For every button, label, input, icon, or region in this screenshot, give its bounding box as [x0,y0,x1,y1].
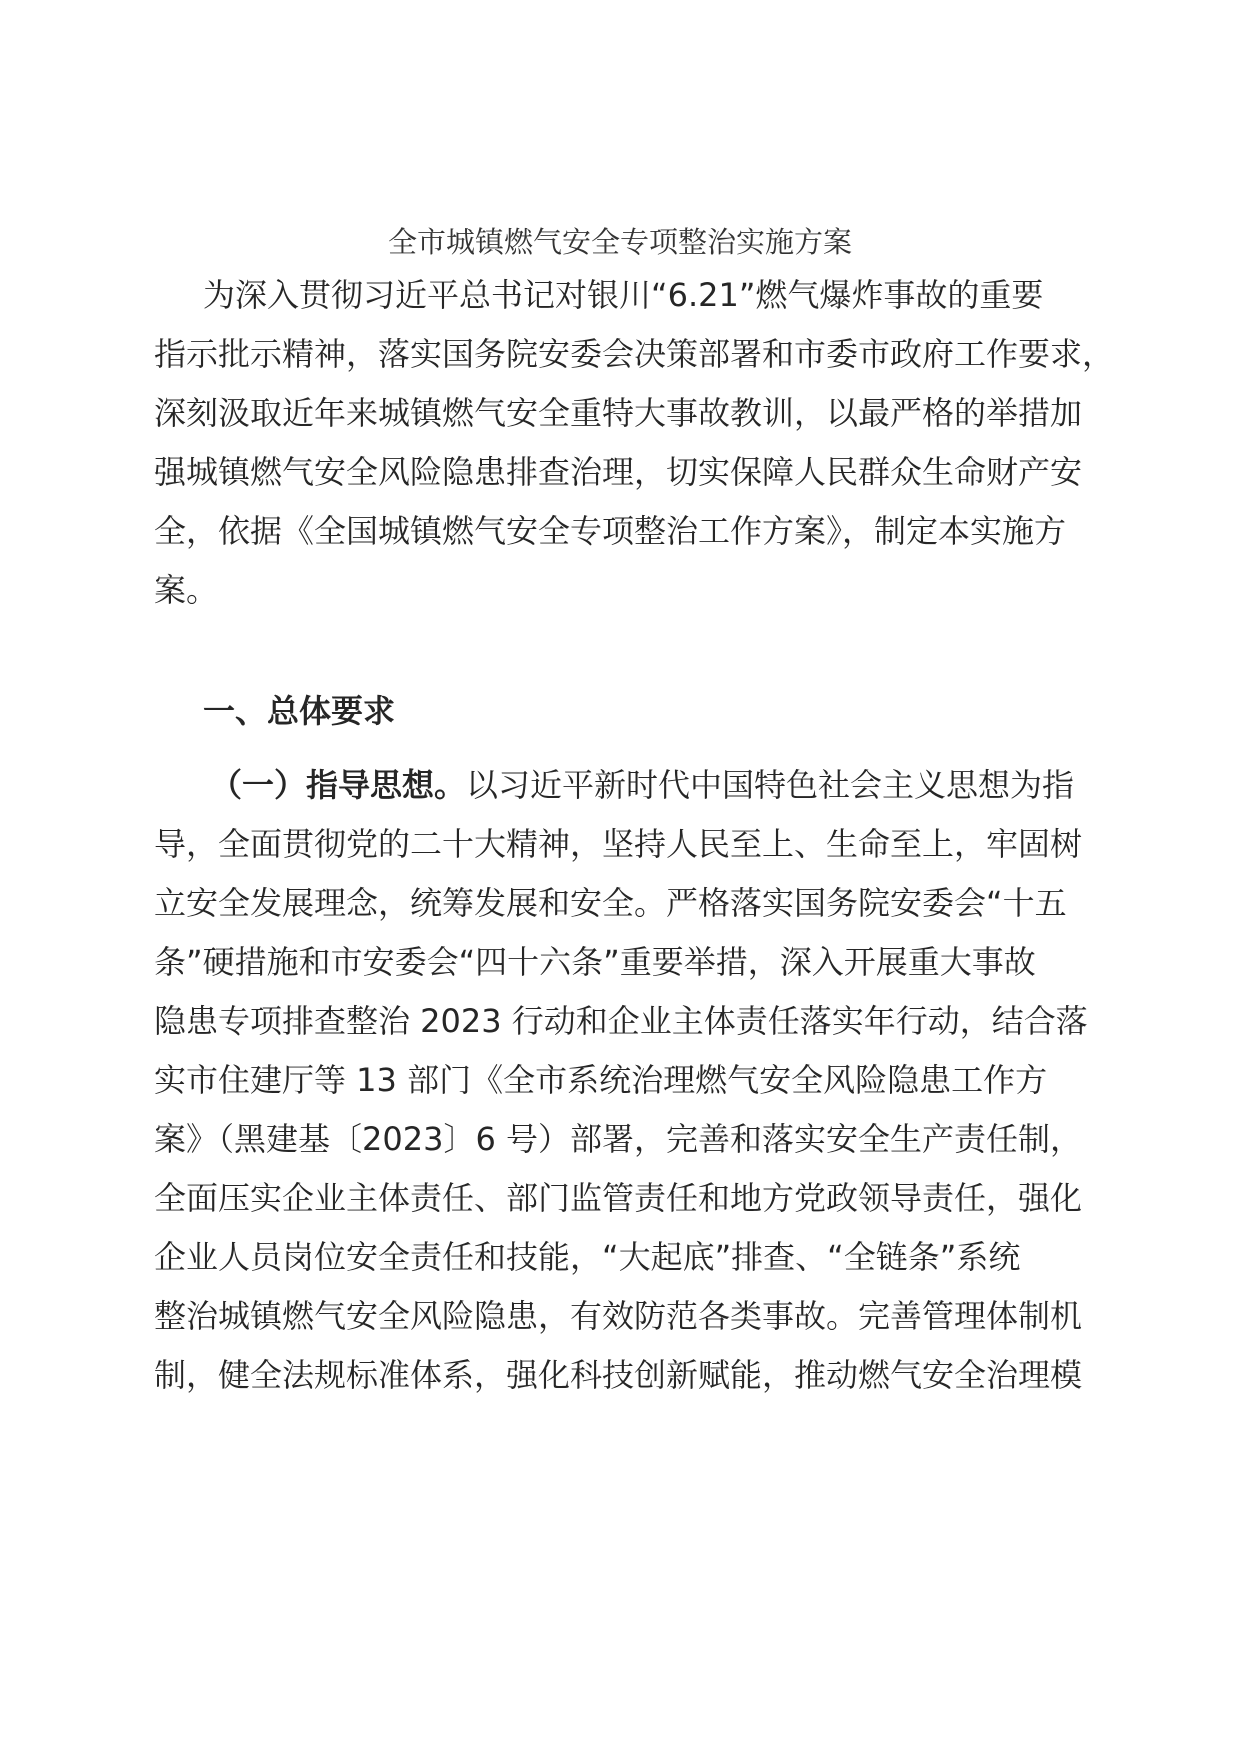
subsection-line-3: 立安全发展理念，统筹发展和安全。严格落实国务院安委会“十五 [154,884,1067,922]
subsection-line-7: 案》（黑建基〔2023〕6 号）部署，完善和落实安全生产责任制， [154,1120,1082,1158]
subsection-line-4: 条”硬措施和市安委会“四十六条”重要举措，深入开展重大事故 [154,943,1036,981]
subsection-label: （一）指导思想。 [210,766,467,804]
subsection-first-line [154,756,1075,815]
intro-paragraph [154,266,1115,620]
subsection-first-line-text: 以习近平新时代中国特色社会主义思想为指 [466,766,1075,804]
intro-line-2: 指示批示精神，落实国务院安委会决策部署和市委市政府工作要求， [154,335,1115,373]
subsection-line-8: 全面压实企业主体责任、部门监管责任和地方党政领导责任，强化 [154,1179,1083,1217]
guiding-ideology-paragraph [154,756,1088,1405]
intro-line-5: 全，依据《全国城镇燃气安全专项整治工作方案》，制定本实施方 [154,512,1067,550]
intro-line-6: 案。 [154,571,219,609]
subsection-line-2: 导，全面贯彻党的二十大精神，坚持人民至上、生命至上，牢固树 [154,825,1083,863]
subsection-line-5: 隐患专项排查整治 2023 行动和企业主体责任落实年行动，结合落 [154,1002,1088,1040]
subsection-line-10: 整治城镇燃气安全风险隐患，有效防范各类事故。完善管理体制机 [154,1297,1083,1335]
intro-line-4: 强城镇燃气安全风险隐患排查治理，切实保障人民群众生命财产安 [154,453,1083,491]
subsection-line-6: 实市住建厅等 13 部门《全市系统治理燃气安全风险隐患工作方 [154,1061,1048,1099]
section-heading: 一、总体要求 [203,692,396,730]
subsection-line-9: 企业人员岗位安全责任和技能，“大起底”排查、“全链条”系统 [154,1238,1021,1276]
intro-line-3: 深刻汲取近年来城镇燃气安全重特大事故教训，以最严格的举措加 [154,394,1083,432]
subsection-line-11: 制，健全法规标准体系，强化科技创新赋能，推动燃气安全治理模 [154,1356,1083,1394]
intro-line-1: 为深入贯彻习近平总书记对银川“6.21”燃气爆炸事故的重要 [203,276,1044,314]
document-title: 全市城镇燃气安全专项整治实施方案 [387,225,852,259]
